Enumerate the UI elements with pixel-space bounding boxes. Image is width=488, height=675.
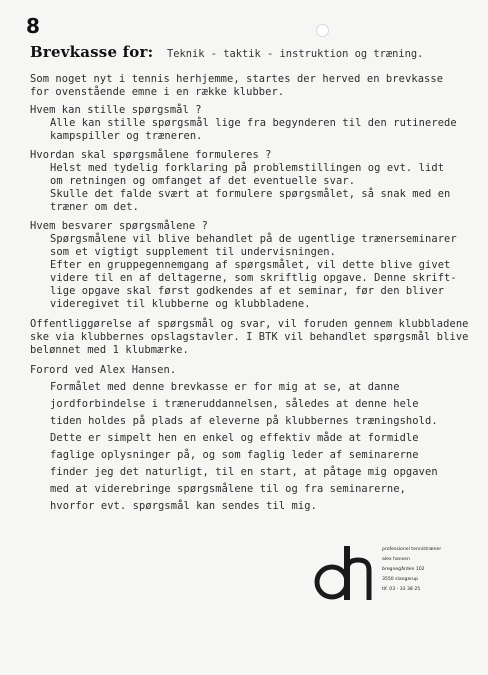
text-line: lige opgave skal først godkendes af et seminar, før den bliver (50, 285, 445, 297)
page-number: 8 (26, 14, 40, 38)
punch-hole-mark (316, 24, 329, 37)
stamp-line: 3550 slangerup (382, 577, 419, 582)
stamp-line: professionel tennistræner (382, 547, 442, 552)
text-line: faglige oplysninger på, og som faglig leder af seminarerne (50, 449, 419, 461)
stamp-line: tlf. 03 - 33 38 25 (382, 587, 421, 592)
text-line: om retningen og omfanget af det eventuelle svar. (50, 175, 356, 187)
text-line: belønnet med 1 klubmærke. (30, 344, 189, 356)
text-line: videregivet til klubberne og klubbladene. (50, 298, 311, 310)
text-line: træner om det. (50, 201, 139, 213)
header-subtitle: Teknik - taktik - instruktion og træning. (166, 48, 424, 60)
text-line: Som noget nyt i tennis herhjemme, startes der herved en brevkasse (30, 73, 444, 85)
text-line: videre til en af deltagerne, som skriftlig opgave. Denne skrift- (50, 272, 457, 284)
text-line: Efter en gruppegennemgang af spørgsmålet, vil dette blive givet (50, 259, 451, 271)
text-line: jordforbindelse i træneruddannelsen, således at denne hele (50, 398, 419, 410)
stamp-line: alex hansen (382, 557, 410, 562)
ah-logo-icon (314, 540, 380, 604)
text-line: Offentliggørelse af spørgsmål og svar, vil foruden gennem klubbladene (30, 318, 469, 330)
text-line: ske via klubbernes opslagstavler. I BTK vil behandlet spørgsmål blive (30, 331, 469, 343)
header-title: Brevkasse for: (30, 43, 154, 61)
text-line: Dette er simpelt hen en enkel og effektiv måde at formidle (50, 432, 419, 444)
text-line: kampspiller og træneren. (50, 130, 203, 142)
text-line: for ovenstående emne i en række klubber. (30, 86, 285, 98)
text-line: Helst med tydelig forklaring på problemstillingen og evt. lidt (50, 162, 445, 174)
text-line: hvorfor evt. spørgsmål kan sendes til mig. (50, 500, 317, 512)
text-line: Spørgsmålene vil blive behandlet på de ugentlige trænerseminarer (50, 233, 457, 245)
header (30, 42, 423, 61)
text-line: finder jeg det naturligt, til en start, at påtage mig opgaven (50, 466, 438, 478)
text-line: med at viderebringe spørgsmålene til og fra seminarerne, (50, 483, 406, 495)
text-line: Hvordan skal spørgsmålene formuleres ? (30, 149, 272, 161)
text-line: som et vigtigt supplement til undervisningen. (50, 246, 337, 258)
text-line: Skulle det falde svært at formulere spørgsmålet, så snak med en (50, 188, 451, 200)
stamp-line: bregnegården 102 (382, 567, 425, 572)
text-line: Hvem kan stille spørgsmål ? (30, 104, 202, 116)
text-line: tiden holdes på plads af eleverne på klubbernes træningshold. (50, 415, 438, 427)
text-line: Formålet med denne brevkasse er for mig at se, at danne (50, 381, 400, 393)
text-line: Hvem besvarer spørgsmålene ? (30, 220, 208, 232)
text-line: Alle kan stille spørgsmål lige fra begynderen til den rutinerede (50, 117, 457, 129)
text-line: Forord ved Alex Hansen. (30, 364, 177, 376)
